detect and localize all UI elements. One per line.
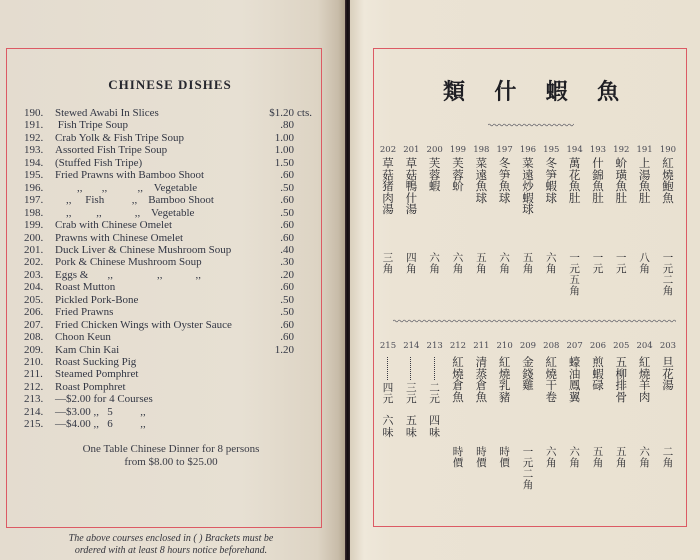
item-number: 214.	[24, 405, 44, 418]
item-number: 194.	[24, 156, 44, 169]
item-name: 菜遠魚球	[475, 156, 488, 205]
title-char: 魚	[596, 79, 619, 105]
item-price: 五角	[592, 446, 604, 469]
chinese-menu-item	[517, 145, 539, 305]
item-price: 四角	[406, 252, 417, 275]
item-number: 200	[426, 145, 443, 155]
item-price: 三角	[382, 252, 394, 275]
item-name: Fried Chicken Wings with Oyster Sauce	[55, 318, 232, 331]
chinese-menu-item	[540, 341, 562, 501]
price-unit: cts.	[297, 107, 312, 119]
item-name: ,, ,, ,, Vegetable	[55, 181, 198, 194]
item-number: 197.	[24, 194, 44, 207]
chinese-menu-item	[564, 341, 586, 501]
item-name: 紅燒乳豬	[498, 355, 511, 404]
chinese-menu-item	[494, 341, 516, 501]
title-char: 蝦	[545, 79, 568, 105]
item-price: .60	[280, 231, 294, 244]
item-number: 203	[659, 341, 677, 351]
wavy-divider-middle	[393, 318, 676, 324]
item-name: 上湯魚肚	[638, 156, 651, 205]
dot-leader	[434, 357, 435, 380]
note-line: The above courses enclosed in ( ) Brackets must be	[68, 533, 274, 544]
item-name: Stewed Awabi In Slices	[55, 107, 159, 119]
item-number: 198	[473, 145, 490, 155]
footer-line: One Table Chinese Dinner for 8 persons	[82, 443, 260, 455]
item-number: 192	[613, 145, 630, 155]
chinese-menu-item	[610, 341, 632, 501]
item-name: 紅燒干卷	[545, 355, 558, 404]
item-price: 一元	[592, 252, 604, 275]
item-price: .30	[280, 256, 294, 269]
item-price: .40	[280, 243, 294, 256]
item-name: 紅燒鮑魚	[662, 156, 674, 205]
item-name: —$2.00 for 4 Courses	[55, 393, 153, 406]
chinese-menu-item	[400, 341, 422, 501]
menu-item	[0, 306, 330, 318]
item-price: 一元二角	[522, 446, 534, 491]
item-name: 五柳排骨	[615, 355, 628, 404]
item-number: 211.	[24, 368, 43, 381]
title-char: 什	[494, 79, 517, 105]
item-name: Crab with Chinese Omelet	[55, 219, 173, 232]
chinese-menu-item	[657, 341, 679, 501]
item-price: 1.50	[274, 156, 294, 169]
item-number: 208	[543, 341, 560, 351]
chinese-menu-item	[610, 145, 632, 305]
item-number: 200.	[24, 231, 44, 244]
chinese-menu-item	[587, 145, 609, 305]
item-name: 草菇鴨什湯	[405, 156, 418, 216]
menu-item	[0, 157, 330, 169]
item-price: .50	[280, 206, 294, 219]
item-name: 萬花魚肚	[568, 156, 581, 205]
menu-item	[0, 418, 330, 430]
item-number: 215	[379, 341, 397, 351]
item-number: 205	[613, 341, 630, 351]
chinese-menu-item	[470, 145, 492, 305]
item-number: 204	[636, 341, 653, 351]
item-price: .60	[280, 169, 294, 182]
item-number: 203.	[24, 268, 44, 281]
english-menu-list	[0, 107, 330, 437]
item-number: 201.	[24, 243, 44, 256]
chinese-menu-item	[564, 145, 586, 305]
chinese-menu-item	[657, 145, 679, 305]
item-price: 五角	[476, 252, 487, 275]
item-name: 芙蓉蚧	[452, 156, 464, 193]
item-name: Fried Prawns with Bamboo Shoot	[55, 169, 205, 182]
item-name: Assorted Fish Tripe Soup	[55, 144, 168, 157]
menu-item	[0, 344, 330, 356]
item-name: 冬笋魚球	[498, 156, 511, 205]
item-number: 209	[519, 341, 537, 351]
item-number: 210	[496, 341, 513, 351]
item-name: 草菇猪肉湯	[382, 156, 394, 216]
course-count: 六味	[382, 414, 394, 439]
menu-item	[0, 368, 330, 380]
item-price: 六角	[499, 252, 510, 275]
item-price: 六角	[546, 446, 557, 469]
item-number: 190.	[24, 107, 44, 119]
item-name: 菜遠炒蝦球	[522, 156, 534, 216]
item-number: 202.	[24, 256, 44, 269]
item-price: 一元五角	[569, 252, 580, 297]
item-number: 199	[449, 145, 467, 155]
item-price: .60	[280, 331, 294, 344]
item-number: 191.	[24, 119, 44, 132]
item-price: .80	[280, 119, 294, 132]
item-name: 金錢雞	[522, 355, 534, 392]
item-price: 六角	[452, 252, 464, 275]
footer-line: from $8.00 to $25.00	[124, 456, 218, 468]
chinese-menu-title	[443, 79, 619, 105]
chinese-menu-item	[494, 145, 516, 305]
item-name: 紅燒倉魚	[452, 355, 464, 404]
item-number: 207.	[24, 318, 44, 331]
chinese-menu-item	[377, 145, 399, 305]
table-dinner-offer	[20, 443, 322, 469]
item-number: 195.	[24, 169, 44, 182]
chinese-menu-item	[424, 341, 446, 501]
advance-order-note	[20, 533, 322, 557]
item-number: 208.	[24, 331, 44, 344]
item-number: 198.	[24, 206, 44, 219]
chinese-menu-item	[400, 145, 422, 305]
menu-item	[0, 182, 330, 194]
item-number: 209.	[24, 343, 44, 356]
item-number: 214	[403, 341, 420, 351]
item-price: .50	[280, 293, 294, 306]
note-line: ordered with at least 8 hours notice beforehand.	[74, 545, 268, 556]
item-price: .50	[280, 306, 294, 319]
item-name: Roast Mutton	[55, 281, 116, 294]
menu-item	[0, 244, 330, 256]
item-number: 204.	[24, 281, 44, 294]
title-char: 類	[443, 79, 466, 105]
menu-item	[0, 207, 330, 219]
item-number: 211	[473, 341, 490, 351]
item-price: .20	[280, 268, 294, 281]
set-price: 四元	[382, 382, 394, 405]
item-price: 二角	[662, 446, 674, 469]
item-price: 時價	[499, 446, 510, 469]
item-name: ,, Fish ,, Bamboo Shoot	[55, 194, 214, 207]
menu-item	[0, 319, 330, 331]
item-price: .60	[280, 318, 294, 331]
item-price: 六角	[546, 252, 557, 275]
item-price: 1.20	[274, 343, 294, 356]
chinese-menu-upper-section	[377, 145, 679, 305]
item-name: Steamed Pomphret	[55, 368, 139, 381]
item-price: 八角	[639, 252, 650, 275]
wavy-divider-top	[488, 122, 574, 128]
item-price: 一元	[616, 252, 627, 275]
menu-item	[0, 219, 330, 231]
item-name: —$3.00 ,, 5 ,,	[55, 405, 146, 418]
menu-item	[0, 356, 330, 368]
item-name: Duck Liver & Chinese Mushroom Soup	[55, 243, 232, 256]
menu-item	[0, 232, 330, 244]
item-number: 205.	[24, 293, 44, 306]
course-count: 四味	[429, 414, 441, 439]
item-number: 206.	[24, 306, 44, 319]
menu-item	[0, 194, 330, 206]
item-price: 五角	[616, 446, 627, 469]
item-price: 一元二角	[662, 252, 674, 297]
item-number: 193	[589, 145, 607, 155]
english-menu-title: CHINESE DISHES	[108, 77, 232, 92]
item-number: 210.	[24, 356, 44, 368]
item-price: 1.00	[274, 144, 294, 157]
menu-item	[0, 331, 330, 343]
item-name: 蠔油鳳翼	[568, 355, 581, 404]
menu-item	[0, 132, 330, 144]
menu-item	[0, 281, 330, 293]
dot-leader	[387, 357, 388, 380]
item-name: Prawns with Chinese Omelet	[55, 231, 184, 244]
item-number: 196.	[24, 181, 44, 194]
item-name: Fried Prawns	[55, 306, 114, 319]
item-name: Roast Sucking Pig	[55, 356, 137, 368]
menu-item	[0, 406, 330, 418]
item-price: 六角	[569, 446, 580, 469]
item-number: 212	[449, 341, 467, 351]
item-number: 191	[636, 145, 653, 155]
item-name: Kam Chin Kai	[55, 343, 120, 356]
set-price: 三元	[406, 382, 417, 405]
item-name: Fish Tripe Soup	[55, 119, 129, 132]
menu-item	[0, 294, 330, 306]
item-price: .60	[280, 281, 294, 294]
item-number: 207	[566, 341, 583, 351]
item-number: 206	[589, 341, 607, 351]
item-price: $1.20	[269, 107, 294, 119]
chinese-menu-item	[634, 341, 656, 501]
item-price: .60	[280, 219, 294, 232]
item-number: 201	[403, 145, 420, 155]
item-price: 時價	[452, 446, 464, 469]
item-name: Choon Keun	[55, 331, 111, 344]
set-price: 二元	[429, 382, 440, 405]
item-name: Pork & Chinese Mushroom Soup	[55, 256, 202, 269]
item-name: Roast Pomphret	[55, 380, 126, 393]
item-number: 197	[496, 145, 513, 155]
chinese-menu-item	[377, 341, 399, 501]
chinese-menu-item	[470, 341, 492, 501]
chinese-menu-lower-section	[377, 341, 679, 501]
menu-item	[0, 269, 330, 281]
course-count: 五味	[405, 414, 417, 439]
chinese-menu-item	[447, 341, 469, 501]
item-name: 煎蝦碌	[592, 355, 604, 392]
item-number: 213	[426, 341, 443, 351]
item-number: 213.	[24, 393, 44, 406]
item-name: (Stuffed Fish Tripe)	[55, 156, 143, 169]
item-name: 芙蓉蝦	[428, 156, 441, 193]
chinese-menu-item	[587, 341, 609, 501]
item-number: 193.	[24, 144, 44, 157]
chinese-menu-item	[447, 145, 469, 305]
item-name: Eggs & ,, ,, ,,	[55, 268, 202, 281]
item-price: .60	[280, 194, 294, 207]
item-price: 五角	[522, 252, 534, 275]
menu-item	[0, 119, 330, 131]
item-name: 旦花湯	[662, 355, 674, 392]
item-number: 194	[566, 145, 583, 155]
item-price: 1.00	[274, 131, 294, 144]
item-price: .50	[280, 181, 294, 194]
item-name: Pickled Pork-Bone	[55, 293, 139, 306]
item-number: 212.	[24, 380, 44, 393]
item-number: 215.	[24, 418, 44, 431]
item-name: 冬笋蝦球	[545, 156, 558, 205]
item-name: —$4.00 ,, 6 ,,	[55, 418, 146, 431]
menu-item	[0, 107, 330, 119]
item-price: 六角	[429, 252, 440, 275]
item-price: 時價	[476, 446, 487, 469]
item-name: 蚧璜魚肚	[615, 156, 628, 205]
chinese-menu-item	[634, 145, 656, 305]
item-name: 清蒸倉魚	[475, 355, 488, 404]
item-number: 192.	[24, 131, 44, 144]
item-name: Crab Yolk & Fish Tripe Soup	[55, 131, 184, 144]
menu-item	[0, 256, 330, 268]
item-price: 六角	[639, 446, 650, 469]
item-number: 190	[659, 145, 677, 155]
item-number: 199.	[24, 219, 44, 232]
dot-leader	[410, 357, 411, 380]
chinese-menu-item	[517, 341, 539, 501]
item-number: 196	[519, 145, 537, 155]
menu-item	[0, 393, 330, 405]
item-number: 195	[543, 145, 560, 155]
chinese-menu-item	[424, 145, 446, 305]
chinese-menu-item	[540, 145, 562, 305]
menu-item	[0, 169, 330, 181]
menu-item	[0, 144, 330, 156]
item-number: 202	[379, 145, 397, 155]
item-name: 什錦魚肚	[592, 156, 604, 205]
menu-item	[0, 381, 330, 393]
item-name: 紅燒羊肉	[638, 355, 651, 404]
item-name: ,, ,, ,, Vegetable	[55, 206, 195, 219]
